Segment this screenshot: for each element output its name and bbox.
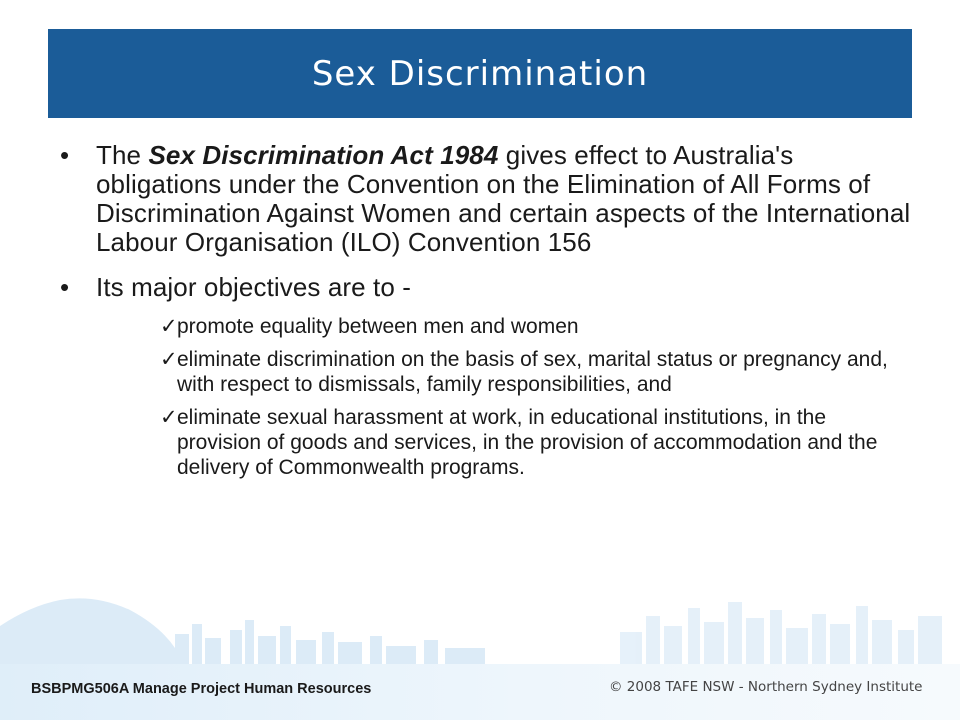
bullet-dot: • [60,140,70,170]
title-bar [48,29,912,118]
objective-item [160,405,897,480]
bullet-act-text-after: gives effect to Australia's obligations under the Convention on the Elimination of All Forms of Discrimination Against Women and certain aspects of the International Labour Organisation (ILO) Convention 156 [96,140,911,257]
act-name: Sex Discrimination Act 1984 [148,140,499,170]
slide-content [60,141,920,488]
bullet-objectives-text: Its major objectives are to - [96,272,412,302]
bullet-act-text-before: The [96,140,149,170]
objective-text: eliminate sexual harassment at work, in educational institutions, in the provision of goods and services, in the provision of accommodation and the delivery of Commonwealth programs. [177,406,878,479]
objective-text: eliminate discrimination on the basis of sex, marital status or pregnancy and, with respect to dismissals, family responsibilities, and [177,348,888,396]
objective-text: promote equality between men and women [177,315,579,338]
check-icon: ✓ [160,315,178,338]
check-icon: ✓ [160,406,178,429]
check-icon: ✓ [160,348,178,371]
bullet-act [60,141,920,257]
bullet-dot: • [60,272,70,302]
bullet-objectives [60,273,920,302]
course-code-label: BSBPMG506A Manage Project Human Resources [31,681,372,697]
objective-item [160,347,897,397]
slide-title: Sex Discrimination [311,53,649,94]
objective-item [160,314,897,339]
harbour-skyline-graphic [0,596,960,666]
copyright-notice: © 2008 TAFE NSW - Northern Sydney Institute [609,679,923,695]
